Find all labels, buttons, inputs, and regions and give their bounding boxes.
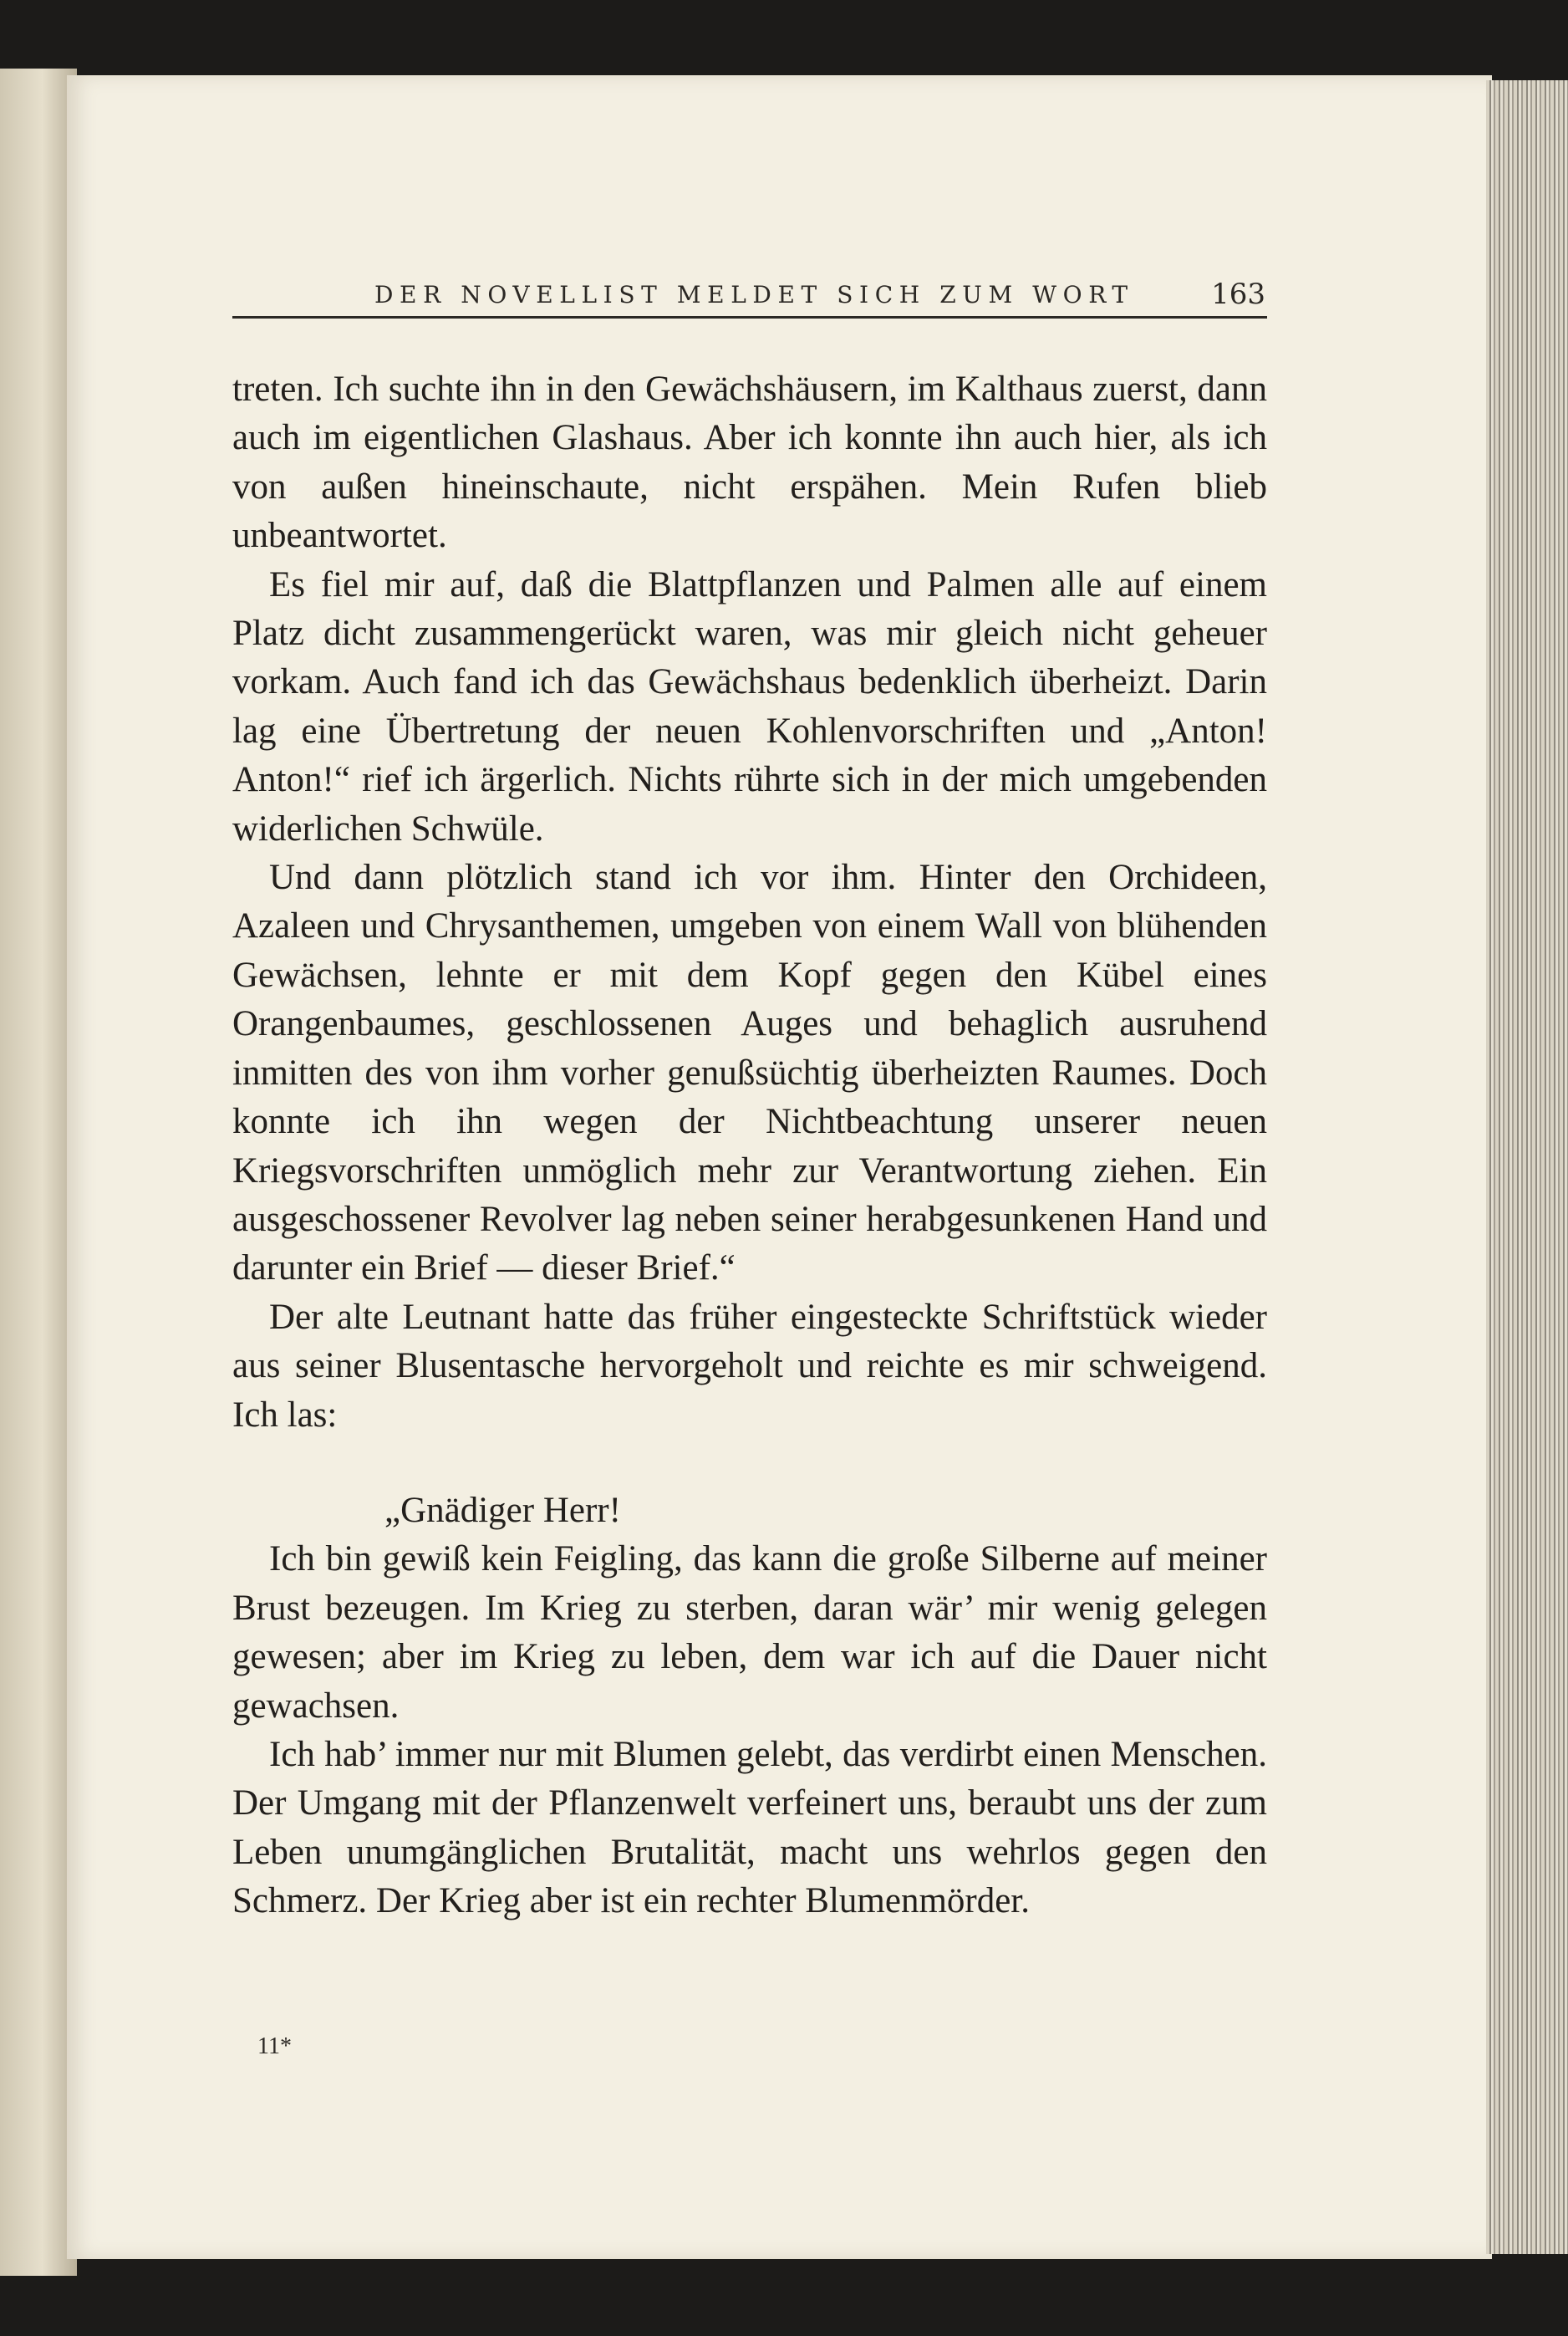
printer-signature-mark: 11*	[257, 2033, 292, 2059]
letter-paragraph: Ich hab’ immer nur mit Blumen gelebt, das verdirbt einen Menschen. Der Umgang mit der Pflanzenwelt verfeinert uns, beraubt uns der zum Leben unumgänglichen Brutalität, macht uns wehrlos gegen den Schmerz. Der Krieg aber ist ein rechter Blumenmörder.	[232, 1734, 1267, 1921]
paragraph: Es fiel mir auf, daß die Blattpflanzen und Palmen alle auf einem Platz dicht zusammengerückt waren, was mir gleich nicht geheuer vorkam. Auch fand ich das Gewächshaus bedenklich überheizt. Darin lag eine Übertretung der neuen Kohlenvorschriften und „Anton! Anton!“ rief ich ärgerlich. Nichts rührte sich in der mich umgebenden widerlichen Schwüle.	[232, 564, 1267, 849]
paragraph: Und dann plötzlich stand ich vor ihm. Hinter den Orchideen, Azaleen und Chrysanthemen, umgeben von einem Wall von blühenden Gewächsen, lehnte er mit dem Kopf gegen den Kübel eines Orangenbaumes, geschlossenen Auges und behaglich ausruhend inmitten des von ihm vorher genußsüchtig überheizten Raumes. Doch konnte ich ihn wegen der Nichtbeachtung unserer neuen Kriegsvorschriften unmöglich mehr zur Verantwortung ziehen. Ein ausgeschossener Revolver lag neben seiner herabgesunkenen Hand und darunter ein Brief — dieser Brief.“	[232, 858, 1267, 1288]
page-stack-edge	[1486, 80, 1568, 2254]
facing-page-edge	[0, 69, 77, 2276]
letter-paragraph: Ich bin gewiß kein Feigling, das kann die große Silberne auf meiner Brust bezeugen. Im Krieg zu sterben, daran wär’ mir wenig gelegen gewesen; aber im Krieg zu leben, dem war ich auf die Dauer nicht gewachsen.	[232, 1539, 1267, 1726]
paragraph-continuation: treten. Ich suchte ihn in den Gewächshäusern, im Kalthaus zuerst, dann auch im eigentlichen Glashaus. Aber ich konnte ihn auch hier, als ich von außen hineinschaute, nicht erspähen. Mein Rufen blieb unbeantwortet.	[232, 370, 1267, 556]
body-text	[232, 365, 1267, 1926]
running-head	[232, 276, 1267, 323]
paragraph: Der alte Leutnant hatte das früher eingesteckte Schriftstück wieder aus seiner Blusentasche hervorgeholt und reichte es mir schweigend. Ich las:	[232, 1297, 1267, 1435]
page-number: 163	[1211, 278, 1265, 311]
head-rule	[232, 316, 1267, 319]
letter-salutation: „Gnädiger Herr!	[384, 1490, 621, 1530]
running-head-title: DER NOVELLIST MELDET SICH ZUM WORT	[374, 281, 1134, 309]
